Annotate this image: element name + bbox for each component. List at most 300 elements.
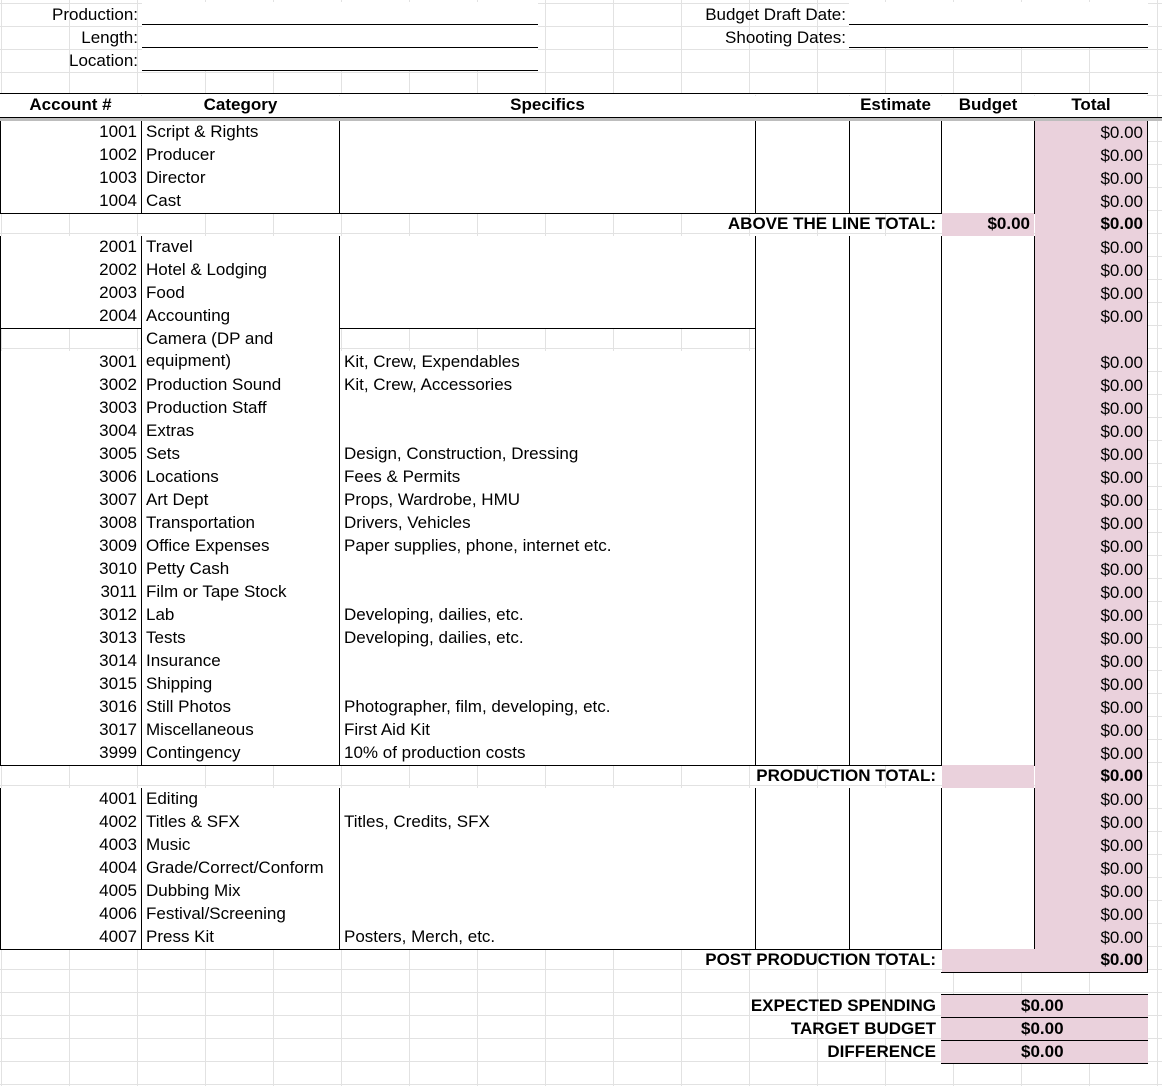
budget-cell[interactable] bbox=[942, 604, 1034, 627]
length-field[interactable] bbox=[142, 25, 538, 48]
column-border bbox=[141, 121, 142, 144]
blank-cell[interactable] bbox=[756, 581, 849, 604]
budget-cell[interactable] bbox=[942, 627, 1034, 650]
budget-cell[interactable] bbox=[942, 374, 1034, 397]
total-cell: $0.00 bbox=[1035, 719, 1147, 742]
budget-cell[interactable] bbox=[942, 512, 1034, 535]
category-cell[interactable] bbox=[142, 328, 339, 374]
blank-cell[interactable] bbox=[756, 420, 849, 443]
budget-cell[interactable] bbox=[942, 535, 1034, 558]
specifics-cell[interactable] bbox=[340, 259, 755, 282]
column-border bbox=[755, 627, 756, 650]
estimate-cell[interactable] bbox=[850, 604, 941, 627]
blank-cell[interactable] bbox=[756, 742, 849, 765]
blank-cell[interactable] bbox=[756, 259, 849, 282]
column-border bbox=[141, 834, 142, 857]
blank-cell[interactable] bbox=[756, 604, 849, 627]
column-border bbox=[0, 167, 1, 190]
blank-cell[interactable] bbox=[756, 857, 849, 880]
estimate-cell[interactable] bbox=[850, 857, 941, 880]
subtotal-total: $0.00 bbox=[942, 949, 1147, 972]
estimate-cell[interactable] bbox=[850, 167, 941, 190]
budget-cell[interactable] bbox=[942, 466, 1034, 489]
column-border bbox=[1147, 535, 1148, 558]
budget-draft-date-label: Budget Draft Date: bbox=[705, 5, 846, 24]
column-border bbox=[0, 673, 1, 696]
specifics-cell[interactable]: Posters, Merch, etc. bbox=[340, 926, 755, 949]
estimate-cell[interactable] bbox=[850, 489, 941, 512]
specifics-cell[interactable] bbox=[340, 420, 755, 443]
specifics-cell[interactable]: Titles, Credits, SFX bbox=[340, 811, 755, 834]
category-cell[interactable]: Director bbox=[142, 167, 339, 190]
column-border bbox=[0, 535, 1, 558]
blank-cell[interactable] bbox=[756, 834, 849, 857]
category-cell[interactable]: Editing bbox=[142, 788, 339, 811]
budget-cell[interactable] bbox=[942, 305, 1034, 328]
column-border bbox=[141, 420, 142, 443]
subtotal-total: $0.00 bbox=[1035, 765, 1147, 788]
column-border bbox=[1034, 512, 1035, 535]
estimate-cell[interactable] bbox=[850, 443, 941, 466]
category-cell[interactable]: Script & Rights bbox=[142, 121, 339, 144]
column-border bbox=[941, 742, 942, 765]
budget-cell[interactable] bbox=[942, 328, 1034, 374]
column-border bbox=[1034, 190, 1035, 213]
column-border bbox=[0, 397, 1, 420]
column-border bbox=[339, 903, 340, 926]
specifics-cell[interactable]: First Aid Kit bbox=[340, 719, 755, 742]
budget-cell[interactable] bbox=[942, 397, 1034, 420]
column-border bbox=[141, 558, 142, 581]
budget-cell[interactable] bbox=[942, 443, 1034, 466]
column-border bbox=[339, 282, 340, 305]
estimate-cell[interactable] bbox=[850, 811, 941, 834]
estimate-cell[interactable] bbox=[850, 834, 941, 857]
specifics-cell[interactable]: Design, Construction, Dressing bbox=[340, 443, 755, 466]
column-border bbox=[1147, 236, 1148, 259]
summary-row-border bbox=[941, 1063, 1148, 1064]
header-top-border bbox=[0, 93, 1148, 94]
column-border bbox=[849, 742, 850, 765]
total-cell: $0.00 bbox=[1035, 811, 1147, 834]
column-border bbox=[849, 466, 850, 489]
specifics-cell[interactable]: Paper supplies, phone, internet etc. bbox=[340, 535, 755, 558]
estimate-cell[interactable] bbox=[850, 512, 941, 535]
category-cell[interactable]: Contingency bbox=[142, 742, 339, 765]
estimate-cell[interactable] bbox=[850, 742, 941, 765]
blank-cell[interactable] bbox=[756, 443, 849, 466]
column-border bbox=[849, 903, 850, 926]
production-label: Production: bbox=[52, 5, 138, 24]
column-border bbox=[1034, 236, 1035, 259]
column-border bbox=[1034, 834, 1035, 857]
category-cell[interactable]: Food bbox=[142, 282, 339, 305]
blank-cell[interactable] bbox=[756, 719, 849, 742]
estimate-cell[interactable] bbox=[850, 788, 941, 811]
account-number: 4006 bbox=[1, 903, 141, 926]
column-border bbox=[755, 650, 756, 673]
estimate-cell[interactable] bbox=[850, 627, 941, 650]
blank-cell[interactable] bbox=[756, 121, 849, 144]
account-number: 2003 bbox=[1, 282, 141, 305]
budget-cell[interactable] bbox=[942, 259, 1034, 282]
total-cell: $0.00 bbox=[1035, 489, 1147, 512]
category-cell[interactable]: Insurance bbox=[142, 650, 339, 673]
budget-cell[interactable] bbox=[942, 673, 1034, 696]
column-border bbox=[1034, 466, 1035, 489]
column-border bbox=[941, 535, 942, 558]
column-border bbox=[339, 742, 340, 765]
category-cell[interactable]: Dubbing Mix bbox=[142, 880, 339, 903]
subtotal-label: PRODUCTION TOTAL: bbox=[756, 766, 936, 785]
column-border bbox=[849, 857, 850, 880]
category-cell[interactable]: Festival/Screening bbox=[142, 903, 339, 926]
category-cell[interactable]: Travel bbox=[142, 236, 339, 259]
column-border bbox=[941, 420, 942, 443]
column-border bbox=[755, 834, 756, 857]
specifics-cell[interactable]: Developing, dailies, etc. bbox=[340, 604, 755, 627]
column-border bbox=[1034, 305, 1035, 328]
category-cell[interactable]: Film or Tape Stock bbox=[142, 581, 339, 604]
budget-cell[interactable] bbox=[942, 282, 1034, 305]
budget-cell[interactable] bbox=[942, 834, 1034, 857]
estimate-cell[interactable] bbox=[850, 259, 941, 282]
specifics-cell[interactable] bbox=[340, 305, 755, 328]
column-border bbox=[755, 420, 756, 443]
estimate-cell[interactable] bbox=[850, 282, 941, 305]
blank-cell[interactable] bbox=[756, 328, 849, 374]
column-border bbox=[339, 512, 340, 535]
specifics-cell[interactable] bbox=[340, 167, 755, 190]
category-cell[interactable]: Hotel & Lodging bbox=[142, 259, 339, 282]
column-border bbox=[1034, 627, 1035, 650]
category-cell[interactable]: Locations bbox=[142, 466, 339, 489]
column-border bbox=[1034, 144, 1035, 167]
column-border bbox=[339, 834, 340, 857]
specifics-cell[interactable] bbox=[340, 880, 755, 903]
category-line: Camera (DP and bbox=[146, 329, 274, 348]
specifics-cell[interactable] bbox=[340, 558, 755, 581]
specifics-cell[interactable]: 10% of production costs bbox=[340, 742, 755, 765]
specifics-cell[interactable]: Photographer, film, developing, etc. bbox=[340, 696, 755, 719]
blank-cell[interactable] bbox=[756, 880, 849, 903]
column-border bbox=[339, 857, 340, 880]
category-cell[interactable]: Production Sound bbox=[142, 374, 339, 397]
column-border bbox=[755, 788, 756, 811]
specifics-cell[interactable]: Kit, Crew, Expendables bbox=[340, 351, 755, 374]
column-border bbox=[941, 857, 942, 880]
subtotal-label: ABOVE THE LINE TOTAL: bbox=[727, 214, 936, 233]
column-border bbox=[141, 144, 142, 167]
blank-cell[interactable] bbox=[756, 374, 849, 397]
category-cell[interactable]: Production Staff bbox=[142, 397, 339, 420]
category-cell[interactable]: Lab bbox=[142, 604, 339, 627]
category-cell[interactable]: Sets bbox=[142, 443, 339, 466]
blank-cell[interactable] bbox=[756, 811, 849, 834]
estimate-cell[interactable] bbox=[850, 236, 941, 259]
column-border bbox=[941, 144, 942, 167]
column-border bbox=[755, 535, 756, 558]
summary-label: EXPECTED SPENDING bbox=[750, 996, 936, 1015]
budget-cell[interactable] bbox=[942, 144, 1034, 167]
category-cell[interactable]: Press Kit bbox=[142, 926, 339, 949]
column-border bbox=[1034, 282, 1035, 305]
location-field[interactable] bbox=[142, 48, 538, 71]
budget-cell[interactable] bbox=[942, 489, 1034, 512]
estimate-cell[interactable] bbox=[850, 374, 941, 397]
column-border bbox=[1147, 190, 1148, 213]
column-border bbox=[141, 535, 142, 558]
column-border bbox=[0, 558, 1, 581]
column-border bbox=[941, 581, 942, 604]
column-border bbox=[849, 558, 850, 581]
column-border bbox=[141, 305, 142, 328]
blank-cell[interactable] bbox=[756, 650, 849, 673]
budget-cell[interactable] bbox=[942, 650, 1034, 673]
estimate-cell[interactable] bbox=[850, 696, 941, 719]
estimate-cell[interactable] bbox=[850, 466, 941, 489]
estimate-cell[interactable] bbox=[850, 581, 941, 604]
account-number: 3016 bbox=[1, 696, 141, 719]
column-border bbox=[1147, 489, 1148, 512]
column-border bbox=[1034, 420, 1035, 443]
column-border bbox=[339, 581, 340, 604]
blank-cell[interactable] bbox=[756, 535, 849, 558]
specifics-cell[interactable]: Developing, dailies, etc. bbox=[340, 627, 755, 650]
total-cell: $0.00 bbox=[1035, 282, 1147, 305]
column-border bbox=[141, 466, 142, 489]
column-header-specifics: Specifics bbox=[340, 94, 755, 117]
estimate-cell[interactable] bbox=[850, 420, 941, 443]
category-cell[interactable]: Accounting bbox=[142, 305, 339, 328]
column-border bbox=[941, 719, 942, 742]
column-border bbox=[941, 673, 942, 696]
column-header-total: Total bbox=[1035, 94, 1147, 117]
column-border bbox=[141, 719, 142, 742]
column-border bbox=[141, 650, 142, 673]
blank-cell[interactable] bbox=[756, 167, 849, 190]
category-cell[interactable]: Producer bbox=[142, 144, 339, 167]
column-border bbox=[141, 627, 142, 650]
category-cell[interactable]: Titles & SFX bbox=[142, 811, 339, 834]
column-border bbox=[1034, 374, 1035, 397]
column-border bbox=[141, 374, 142, 397]
blank-cell[interactable] bbox=[756, 397, 849, 420]
specifics-cell[interactable] bbox=[340, 903, 755, 926]
specifics-cell[interactable] bbox=[340, 121, 755, 144]
estimate-cell[interactable] bbox=[850, 673, 941, 696]
category-cell[interactable]: Transportation bbox=[142, 512, 339, 535]
blank-cell[interactable] bbox=[756, 236, 849, 259]
estimate-cell[interactable] bbox=[850, 328, 941, 374]
total-cell: $0.00 bbox=[1035, 857, 1147, 880]
category-cell[interactable]: Music bbox=[142, 834, 339, 857]
budget-cell[interactable] bbox=[942, 121, 1034, 144]
column-border bbox=[339, 167, 340, 190]
column-border bbox=[339, 650, 340, 673]
category-cell[interactable]: Shipping bbox=[142, 673, 339, 696]
category-cell[interactable]: Extras bbox=[142, 420, 339, 443]
budget-cell[interactable] bbox=[942, 236, 1034, 259]
blank-cell[interactable] bbox=[756, 489, 849, 512]
blank-cell[interactable] bbox=[756, 305, 849, 328]
budget-cell[interactable] bbox=[942, 788, 1034, 811]
category-cell[interactable]: Art Dept bbox=[142, 489, 339, 512]
column-border bbox=[141, 926, 142, 949]
column-border bbox=[0, 420, 1, 443]
account-number: 3010 bbox=[1, 558, 141, 581]
budget-cell[interactable] bbox=[942, 857, 1034, 880]
column-border bbox=[941, 880, 942, 903]
category-cell[interactable]: Still Photos bbox=[142, 696, 339, 719]
blank-cell[interactable] bbox=[756, 466, 849, 489]
specifics-cell[interactable] bbox=[340, 397, 755, 420]
specifics-cell[interactable] bbox=[340, 236, 755, 259]
column-border bbox=[941, 466, 942, 489]
column-border bbox=[339, 627, 340, 650]
column-border bbox=[849, 604, 850, 627]
column-border bbox=[849, 719, 850, 742]
budget-cell[interactable] bbox=[942, 581, 1034, 604]
estimate-cell[interactable] bbox=[850, 719, 941, 742]
column-border bbox=[1147, 604, 1148, 627]
estimate-cell[interactable] bbox=[850, 305, 941, 328]
account-number: 4001 bbox=[1, 788, 141, 811]
column-border bbox=[1147, 627, 1148, 650]
column-border bbox=[0, 903, 1, 926]
column-border bbox=[755, 719, 756, 742]
column-border bbox=[141, 857, 142, 880]
column-border bbox=[755, 144, 756, 167]
column-border bbox=[755, 466, 756, 489]
column-border bbox=[1034, 903, 1035, 926]
subtotal-budget: $0.00 bbox=[942, 213, 1034, 236]
estimate-cell[interactable] bbox=[850, 558, 941, 581]
budget-cell[interactable] bbox=[942, 926, 1034, 949]
estimate-cell[interactable] bbox=[850, 880, 941, 903]
column-border bbox=[849, 788, 850, 811]
blank-cell[interactable] bbox=[756, 926, 849, 949]
specifics-cell[interactable] bbox=[340, 282, 755, 305]
column-border bbox=[141, 236, 142, 259]
category-cell[interactable]: Cast bbox=[142, 190, 339, 213]
blank-cell[interactable] bbox=[756, 190, 849, 213]
estimate-cell[interactable] bbox=[850, 926, 941, 949]
budget-cell[interactable] bbox=[942, 903, 1034, 926]
column-border bbox=[1147, 328, 1148, 374]
production-field[interactable] bbox=[142, 2, 538, 25]
budget-cell[interactable] bbox=[942, 558, 1034, 581]
blank-cell[interactable] bbox=[756, 144, 849, 167]
estimate-cell[interactable] bbox=[850, 650, 941, 673]
specifics-cell[interactable] bbox=[340, 788, 755, 811]
specifics-cell[interactable]: Props, Wardrobe, HMU bbox=[340, 489, 755, 512]
column-border bbox=[941, 190, 942, 213]
blank-cell[interactable] bbox=[756, 696, 849, 719]
specifics-cell[interactable]: Kit, Crew, Accessories bbox=[340, 374, 755, 397]
column-border bbox=[339, 420, 340, 443]
column-border bbox=[1147, 558, 1148, 581]
budget-cell[interactable] bbox=[942, 742, 1034, 765]
blank-cell[interactable] bbox=[756, 282, 849, 305]
specifics-cell[interactable] bbox=[340, 144, 755, 167]
column-border bbox=[755, 857, 756, 880]
budget-draft-date-field[interactable] bbox=[849, 2, 1148, 25]
category-cell[interactable]: Office Expenses bbox=[142, 535, 339, 558]
estimate-cell[interactable] bbox=[850, 190, 941, 213]
summary-value: $0.00 bbox=[941, 995, 1148, 1018]
column-border bbox=[941, 788, 942, 811]
column-border bbox=[755, 305, 756, 328]
column-border bbox=[941, 811, 942, 834]
specifics-cell[interactable] bbox=[340, 673, 755, 696]
budget-cell[interactable] bbox=[942, 811, 1034, 834]
column-border bbox=[0, 581, 1, 604]
specifics-cell[interactable] bbox=[340, 834, 755, 857]
column-border bbox=[941, 397, 942, 420]
category-cell[interactable]: Tests bbox=[142, 627, 339, 650]
budget-cell[interactable] bbox=[942, 167, 1034, 190]
estimate-cell[interactable] bbox=[850, 144, 941, 167]
blank-cell[interactable] bbox=[756, 558, 849, 581]
total-cell: $0.00 bbox=[1035, 788, 1147, 811]
estimate-cell[interactable] bbox=[850, 397, 941, 420]
blank-cell[interactable] bbox=[756, 627, 849, 650]
specifics-cell[interactable] bbox=[340, 581, 755, 604]
specifics-cell[interactable]: Drivers, Vehicles bbox=[340, 512, 755, 535]
budget-cell[interactable] bbox=[942, 696, 1034, 719]
specifics-cell[interactable]: Fees & Permits bbox=[340, 466, 755, 489]
column-border bbox=[1034, 558, 1035, 581]
specifics-cell[interactable] bbox=[340, 650, 755, 673]
blank-cell[interactable] bbox=[756, 788, 849, 811]
total-cell: $0.00 bbox=[1035, 604, 1147, 627]
specifics-cell[interactable] bbox=[340, 857, 755, 880]
blank-cell[interactable] bbox=[756, 903, 849, 926]
category-cell[interactable]: Miscellaneous bbox=[142, 719, 339, 742]
budget-cell[interactable] bbox=[942, 420, 1034, 443]
column-border bbox=[0, 834, 1, 857]
column-border bbox=[755, 673, 756, 696]
column-border bbox=[141, 397, 142, 420]
column-border bbox=[1147, 903, 1148, 926]
blank-cell[interactable] bbox=[756, 673, 849, 696]
budget-cell[interactable] bbox=[942, 190, 1034, 213]
total-cell: $0.00 bbox=[1035, 167, 1147, 190]
column-border bbox=[849, 581, 850, 604]
column-border bbox=[339, 696, 340, 719]
column-border bbox=[755, 374, 756, 397]
total-cell: $0.00 bbox=[1035, 742, 1147, 765]
budget-cell[interactable] bbox=[942, 719, 1034, 742]
column-border bbox=[339, 121, 340, 144]
estimate-cell[interactable] bbox=[850, 535, 941, 558]
column-border bbox=[755, 259, 756, 282]
shooting-dates-field[interactable] bbox=[849, 25, 1148, 48]
specifics-cell[interactable] bbox=[340, 190, 755, 213]
column-border bbox=[0, 627, 1, 650]
blank-cell[interactable] bbox=[756, 512, 849, 535]
subtotal-budget bbox=[942, 765, 1034, 788]
total-cell: $0.00 bbox=[1035, 443, 1147, 466]
account-number: 3009 bbox=[1, 535, 141, 558]
category-cell[interactable]: Grade/Correct/Conform bbox=[142, 857, 339, 880]
budget-cell[interactable] bbox=[942, 880, 1034, 903]
category-line: equipment) bbox=[146, 351, 232, 370]
estimate-cell[interactable] bbox=[850, 121, 941, 144]
category-cell[interactable]: Petty Cash bbox=[142, 558, 339, 581]
estimate-cell[interactable] bbox=[850, 903, 941, 926]
